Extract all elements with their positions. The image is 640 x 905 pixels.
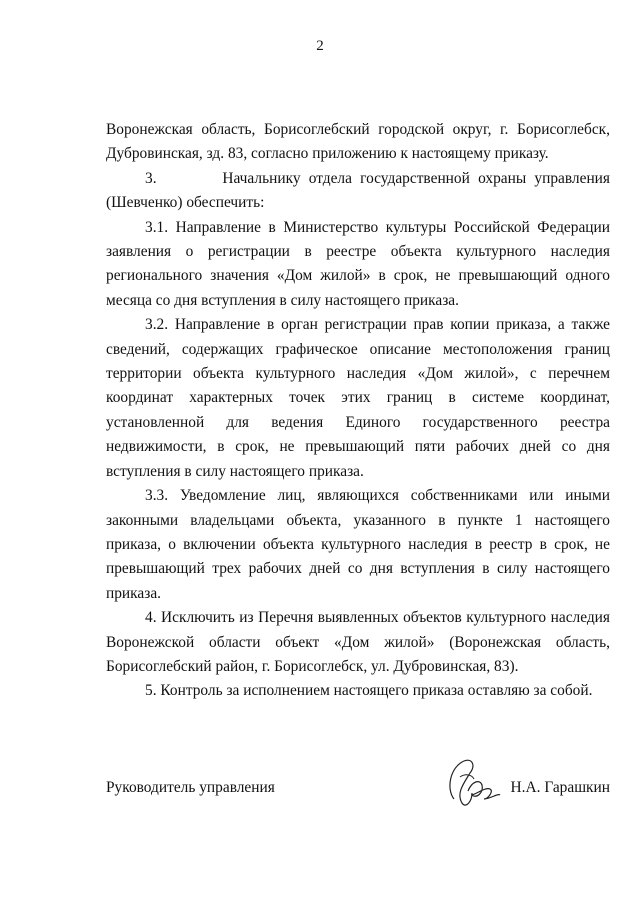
paragraph-item-3: 3. Начальнику отдела государственной охраны управления (Шевченко) обеспечить: xyxy=(106,169,610,212)
signatory-title: Руководитель управления xyxy=(106,779,275,796)
handwritten-signature xyxy=(442,753,512,813)
paragraph-item-3-2: 3.2. Направление в орган регистрации прав копии приказа, а также сведений, содержащих графическое описание местоположения границ территории объекта культурного наследия «Дом жилой», с перечнем координат характерных точек этих границ в системе координат, установленной для ведения Единого государственного реестра недвижимости, в срок, не превышающий пяти рабочих дней со дня вступления в силу настоящего приказа. xyxy=(106,316,610,480)
paragraph-item-4: 4. Исключить из Перечня выявленных объектов культурного наследия Воронежской области объект «Дом жилой» (Воронежская область, Борисоглебский район, г. Борисоглебск, ул. Дубровинская, 83). xyxy=(106,609,610,675)
document-body xyxy=(106,118,610,704)
paragraph-item-3-1: 3.1. Направление в Министерство культуры Российской Федерации заявления о регистрации в реестре объекта культурного наследия регионального значения «Дом жилой» в срок, не превышающий одного месяца со дня вступления в силу настоящего приказа. xyxy=(106,218,610,309)
signature-block xyxy=(106,775,610,803)
signatory-name: Н.А. Гарашкин xyxy=(510,779,610,796)
page-number: 2 xyxy=(316,38,324,54)
paragraph-item-3-3: 3.3. Уведомление лиц, являющихся собственниками или иными законными владельцами объекта, указанного в пункте 1 настоящего приказа, о включении объекта культурного наследия в реестр в срок, не превышающий трех рабочих дней со дня вступления в силу настоящего приказа. xyxy=(106,487,610,602)
paragraph-item-5: 5. Контроль за исполнением настоящего приказа оставляю за собой. xyxy=(145,682,593,700)
paragraph-address-continuation: Воронежская область, Борисоглебский городской округ, г. Борисоглебск, Дубровинская, зд. 83, согласно приложению к настоящему приказу. xyxy=(106,121,610,163)
